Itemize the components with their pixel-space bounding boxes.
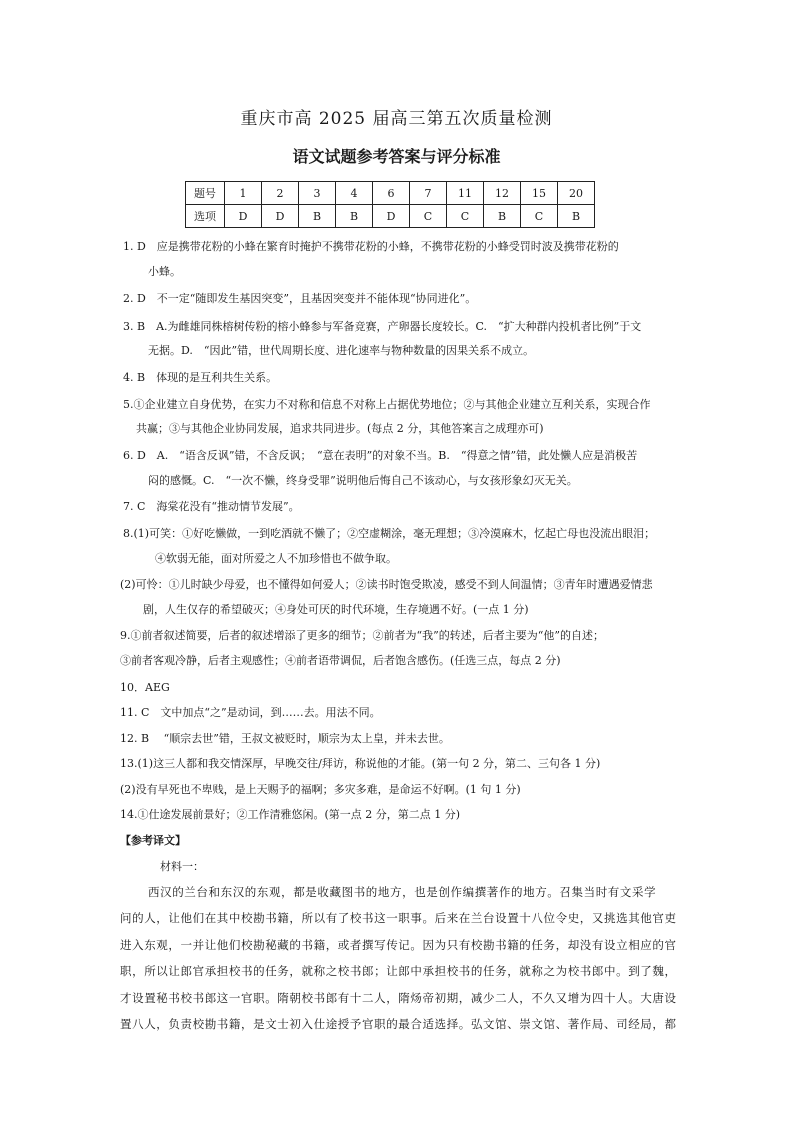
answer-line: 14.①仕途发展前景好；②工作清雅悠闲。(第一点 2 分，第二点 1 分) bbox=[120, 808, 461, 821]
answer-line: 11. C 文中加点“之”是动词，到……去。用法不同。 bbox=[120, 706, 381, 719]
answer-line: 2. D 不一定“随即发生基因突变”，且基因突变并不能体现“协同进化”。 bbox=[123, 292, 477, 305]
question-number: 2 bbox=[262, 182, 299, 205]
answer-line: (2)可怜：①儿时缺少母爱，也不懂得如何爱人；②读书时饱受欺凌，感受不到人间温情；③青年时遭遇爱情悲 bbox=[120, 578, 653, 591]
answer-option: C bbox=[447, 205, 484, 228]
question-number: 15 bbox=[521, 182, 558, 205]
answer-line: 6. D A. “语含反讽”错，不含反讽； “意在表明”的对象不当。B. “得意之情”错，此处懒人应是消极苦 bbox=[123, 449, 638, 462]
answer-option: B bbox=[299, 205, 336, 228]
answer-line: ④软弱无能，面对所爱之人不加珍惜也不做争取。 bbox=[155, 552, 397, 565]
question-number: 4 bbox=[336, 182, 373, 205]
question-number: 6 bbox=[373, 182, 410, 205]
reference-translation-heading: 【参考译文】 bbox=[120, 834, 186, 847]
answer-line: 3. B A.为雌雄同株榕树传粉的榕小蜂参与军备竞赛，产卵器长度较长。C. “扩大种群内投机者比例”于文 bbox=[123, 320, 642, 333]
answer-option: D bbox=[225, 205, 262, 228]
answer-line: 无据。D. “因此”错，世代周期长度、进化速率与物种数量的因果关系不成立。 bbox=[148, 344, 535, 357]
page-subtitle: 语文试题参考答案与评分标准 bbox=[292, 147, 501, 166]
answer-line: ③前者客观冷静，后者主观感性；④前者语带调侃，后者饱含感伤。(任选三点，每点 2 分) bbox=[120, 654, 561, 667]
answer-option: D bbox=[373, 205, 410, 228]
answer-option: C bbox=[410, 205, 447, 228]
material-label: 材料一： bbox=[160, 860, 204, 873]
answer-line: 4. B 体现的是互利共生关系。 bbox=[123, 371, 278, 384]
answer-line: 7. C 海棠花没有“推动情节发展”。 bbox=[123, 500, 300, 513]
answer-option: C bbox=[521, 205, 558, 228]
page-title: 重庆市高 2025 届高三第五次质量检测 bbox=[240, 109, 553, 129]
answer-line: 8.(1)可笑：①好吃懒做，一到吃酒就不懒了；②空虚糊涂，毫无理想；③冷漠麻木，忆起亡母也没流出眼泪； bbox=[123, 527, 656, 540]
answer-line: 12. B “顺宗去世”错，王叔文被贬时，顺宗为太上皇，并未去世。 bbox=[120, 732, 450, 745]
answer-table-number-row bbox=[186, 182, 595, 205]
translation-line: 才设置秘书校书郎这一官职。隋朝校书郎有十二人，隋炀帝初期，减少二人，不久又增为四十人。大唐设 bbox=[120, 991, 677, 1005]
answer-table bbox=[185, 181, 595, 228]
answer-line: 5.①企业建立自身优势，在实力不对称和信息不对称上占据优势地位；②与其他企业建立互利关系，实现合作 bbox=[123, 398, 651, 411]
translation-line: 置八人，负责校勘书籍，是文士初入仕途授予官职的最合适选择。弘文馆、崇文馆、著作局、司经局，都 bbox=[120, 1017, 677, 1031]
translation-line: 职，所以让郎官承担校书的任务，就称之校书郎；让郎中承担校书的任务，就称之为校书郎中。到了魏， bbox=[120, 964, 677, 978]
answer-line: 剧，人生仅存的希望破灭；④身处可厌的时代环境，生存境遇不好。(一点 1 分) bbox=[143, 603, 529, 616]
answer-option: D bbox=[262, 205, 299, 228]
answer-line: 13.(1)这三人都和我交情深厚，早晚交往/拜访，称说他的才能。(第一句 2 分，第二、三句各 1 分) bbox=[120, 757, 601, 770]
question-number: 12 bbox=[484, 182, 521, 205]
table-header-option: 选项 bbox=[186, 205, 225, 228]
answer-line: 9.①前者叙述简要，后者的叙述增添了更多的细节；②前者为“我”的转述，后者主要为“他”的自述； bbox=[120, 629, 604, 642]
answer-table-option-row bbox=[186, 205, 595, 228]
translation-line: 西汉的兰台和东汉的东观，都是收藏图书的地方，也是创作编撰著作的地方。召集当时有文采学 bbox=[148, 885, 657, 899]
answer-option: B bbox=[336, 205, 373, 228]
answer-line: 小蜂。 bbox=[148, 265, 181, 278]
answer-line: 10．AEG bbox=[120, 681, 170, 694]
translation-line: 问的人，让他们在其中校勘书籍，所以有了校书这一职事。后来在兰台设置十八位令史，又挑选其他官吏 bbox=[120, 911, 677, 925]
answer-line: (2)没有早死也不卑贱，是上天赐予的福啊；多灾多难，是命运不好啊。(1 句 1 分) bbox=[120, 783, 521, 796]
table-header-number: 题号 bbox=[186, 182, 225, 205]
answer-option: B bbox=[558, 205, 595, 228]
question-number: 11 bbox=[447, 182, 484, 205]
answer-line: 共赢；③与其他企业协同发展，追求共同进步。(每点 2 分，其他答案言之成理亦可) bbox=[136, 422, 544, 435]
answer-line: 闷的感慨。C. “一次不懒，终身受罪”说明他后悔自己不该动心，与女孩形象幻灭无关。 bbox=[148, 474, 578, 487]
question-number: 1 bbox=[225, 182, 262, 205]
question-number: 3 bbox=[299, 182, 336, 205]
answer-line: 1. D 应是携带花粉的小蜂在繁育时掩护不携带花粉的小蜂，不携带花粉的小蜂受罚时波及携带花粉的 bbox=[123, 240, 619, 253]
translation-line: 进入东观，一并让他们校勘秘藏的书籍，或者撰写传记。因为只有校勘书籍的任务，却没有设立相应的官 bbox=[120, 938, 677, 952]
question-number: 7 bbox=[410, 182, 447, 205]
question-number: 20 bbox=[558, 182, 595, 205]
answer-option: B bbox=[484, 205, 521, 228]
